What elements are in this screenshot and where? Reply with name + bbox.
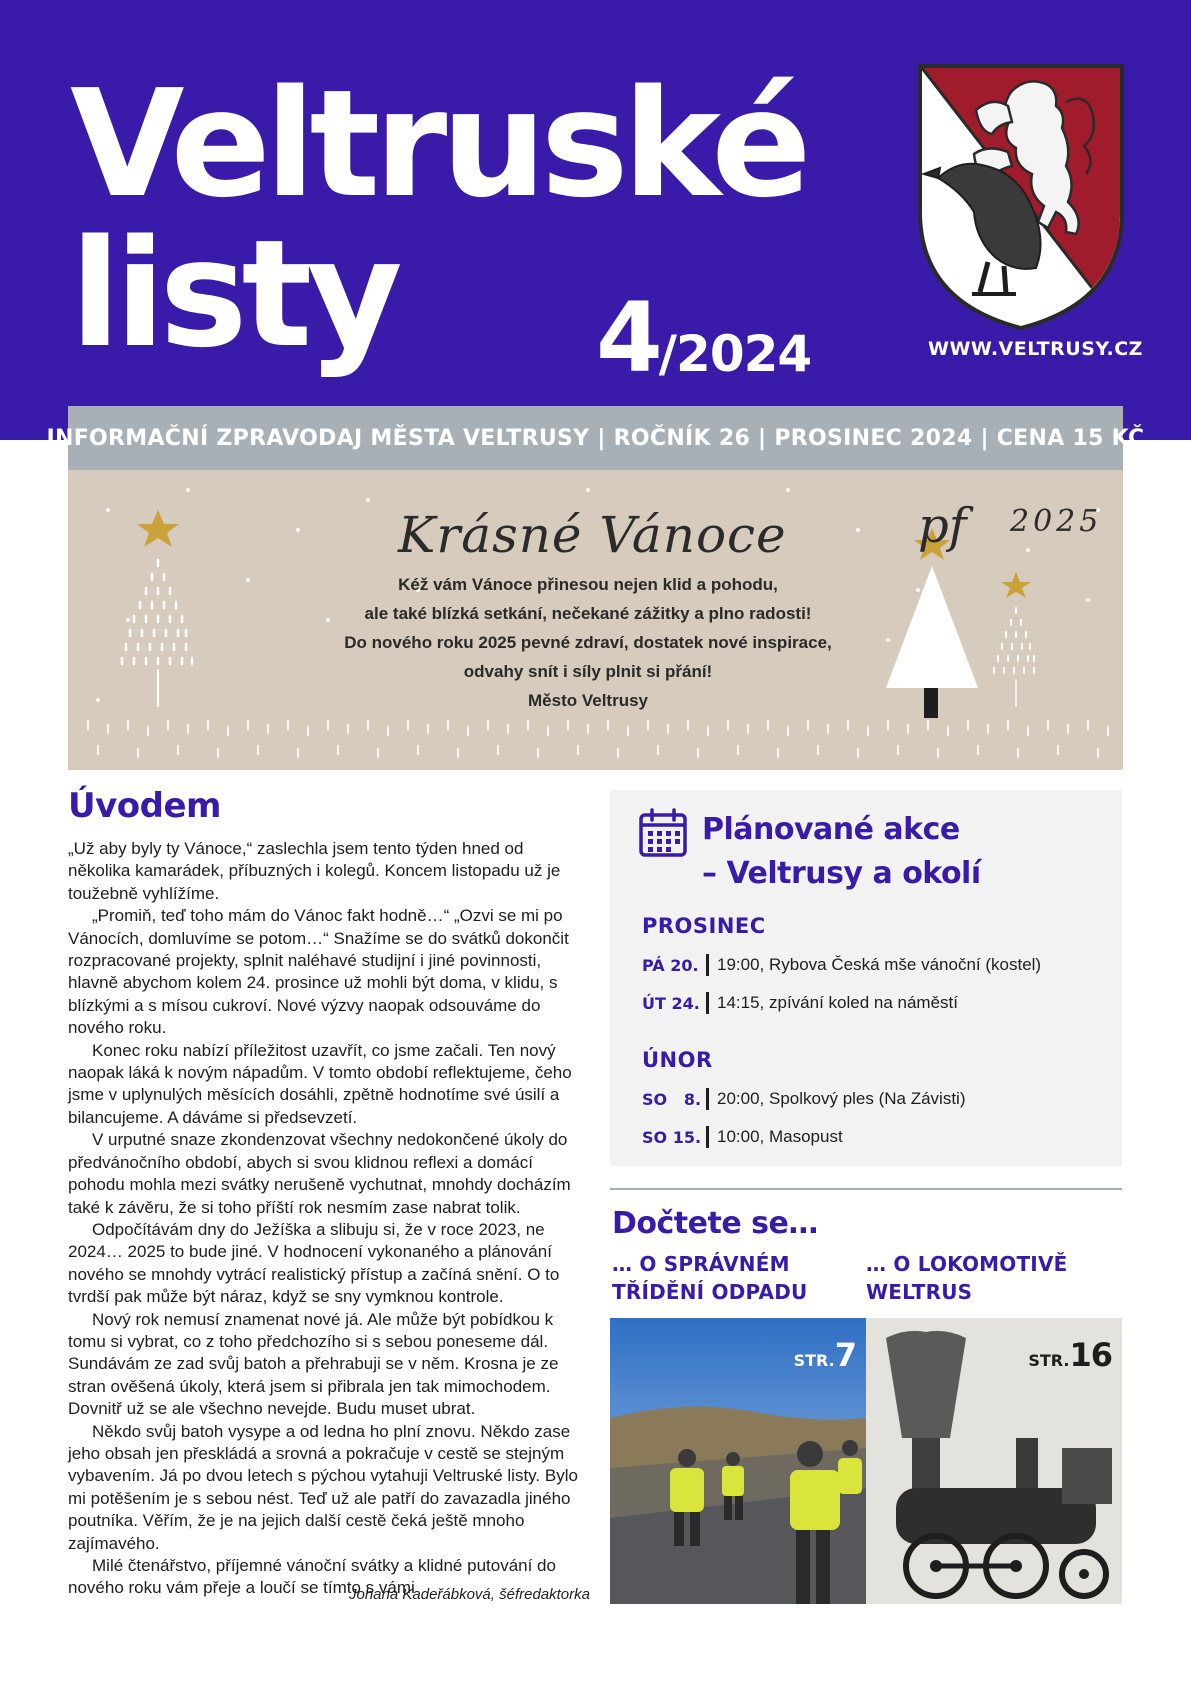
page-reference-label: STR. [793,1351,835,1370]
intro-paragraph: Někdo svůj batoh vysype a od ledna ho plní znovu. Někdo zase jeho obsah jen přeskládá a srovná a pokračuje v cestě se stejným vybavením. Já po dvou letech s pýchou vytahuji Veltruské listy. Bylo mi potěšením je s sebou nést. Teď už ale patří do zavazadla jiného poutníka. Věřím, že je na jejich další cestě čeká ještě mnoho zajímavého. [68,1421,578,1553]
event-day: ÚT 24. [642,993,700,1013]
event-separator [706,954,709,976]
page-reference [794,1336,856,1374]
info-bar: INFORMAČNÍ ZPRAVODAJ MĚSTA VELTRUSY | ROČNÍK 26 | PROSINEC 2024 | CENA 15 KČ [68,406,1123,470]
christmas-tree-icon [122,510,192,706]
events-box [610,790,1122,1166]
intro-paragraph: Odpočítávám dny do Ježíška a slibuju si, že v roce 2023, ne 2024… 2025 to bude jiné. V hodnocení vykonaného a plánování nového se mnohdy vytrácí realistický přístup a začíná snění. O to tvrdší pak může být náraz, když se sny vymknou kontrole. [68,1219,560,1307]
website-link[interactable]: WWW.VELTRUSY.CZ [928,338,1143,360]
intro-signature: Johana Kadeřábková, šéfredaktorka [349,1586,590,1603]
event-item [642,954,1112,976]
banner-line: Do nového roku 2025 pevné zdraví, dostatek nové inspirace, [344,633,832,652]
event-text: 10:00, Masopust [717,1127,843,1146]
read-more-line: WELTRUS [866,1280,973,1304]
banner-line: odvahy snít i síly plnit si přání! [463,662,713,681]
banner-line: Město Veltrusy [528,691,648,710]
month-heading: PROSINEC [642,914,766,938]
intro-heading: Úvodem [68,786,221,826]
issue-number-value: 4 [596,282,659,394]
title-line-1: Veltruské [70,58,806,230]
star-icon [137,510,179,547]
coat-of-arms-icon [916,62,1126,332]
intro-paragraph: Nový rok nemusí znamenat nové já. Ale může být pobídkou k tomu si vybrat, co z toho předchozího si s sebou poneseme dál. Sundávám ze zad svůj batoh a přehrabuji se v něm. Krosna je ze stran ověšená úkoly, která jsem si přibrala jen tak mimochodem. Dovnitř už se ale všechno nevejde. Budu muset ubrat. [68,1309,559,1419]
event-separator [706,1088,709,1110]
read-more-line: … O SPRÁVNÉM [612,1252,790,1276]
section-divider [610,1188,1122,1190]
page-reference-label: STR. [1028,1351,1070,1370]
event-separator [706,1126,709,1148]
banner-greeting [268,570,908,715]
read-more-line: … O LOKOMOTIVĚ [866,1252,1068,1276]
read-more-heading: Dočtete se… [612,1206,818,1241]
page-reference-number: 7 [834,1336,856,1374]
event-text: 20:00, Spolkový ples (Na Závisti) [717,1089,966,1108]
events-title [702,808,1102,896]
month-heading: ÚNOR [642,1048,713,1072]
christmas-tree-icon [994,572,1034,706]
intro-paragraph: V urputné snaze zkondenzovat všechny nedokončené úkoly do předvánočního období, abych si svou klidnou reflexi a domácí pohodu mohla mezi svátky nerušeně vychutnat, mnohdy docházím také k závěru, že si toho příští rok nesmím zase nabrat tolik. [68,1130,571,1217]
page-reference-number: 16 [1069,1336,1112,1374]
event-day: SO 8. [642,1089,702,1109]
banner-line: ale také blízká setkání, nečekané zážitky a plno radosti! [364,604,812,623]
event-item [642,992,1112,1014]
events-title-line: – Veltrusy a okolí [702,856,981,891]
banner-pf: pf [918,498,967,554]
photo-locomotive [866,1318,1122,1604]
intro-paragraph: Konec roku nabízí příležitost uzavřít, co jsme začali. Ten nový naopak láká k novým nápadům. V tomto období reflektujeme, čeho jsme v uplynulých měsících dosáhli, zpětně hodnotíme své úsilí a bilancujeme. A dáváme si předsevzetí. [68,1040,572,1127]
event-item [642,1088,1112,1110]
event-separator [706,992,709,1014]
calendar-icon [638,808,688,858]
intro-article [68,838,588,1600]
event-text: 14:15, zpívání koled na náměstí [717,993,958,1012]
event-item [642,1126,1112,1148]
event-day: SO 15. [642,1127,702,1147]
intro-paragraph: „Už aby byly ty Vánoce,“ zaslechla jsem tento týden hned od několika kamarádek, příbuzných i kolegů. Koncem listopadu už je toužebně vyhlížíme. [68,839,561,903]
read-more-item-locomotive[interactable] [866,1250,1106,1306]
issue-year: /2024 [658,325,812,383]
christmas-banner [68,470,1123,770]
banner-line: Kéž vám Vánoce přinesou nejen klid a pohodu, [398,575,778,594]
banner-script-title: Krásné Vánoce [398,506,787,564]
issue-number [596,282,812,394]
star-icon [1001,572,1031,598]
event-text: 19:00, Rybova Česká mše vánoční (kostel) [717,955,1042,974]
read-more-line: TŘÍDĚNÍ ODPADU [612,1280,808,1304]
intro-paragraph: „Promiň, teď toho mám do Vánoc fakt hodně…“ „Ozvi se mi po Vánocích, domluvíme se potom…“ Snažíme se do svátků dokončit rozpracované projekty, splnit naléhavé studijní i jiné povinnosti, hlavně abychom kolem 24. prosince už mohli být doma, v klidu, s blízkými a s mísou cukroví. Nové výzvy naopak odsouváme do nového roku. [68,906,569,1038]
photo-waste-sorting [610,1318,866,1604]
title-line-2: listy [70,208,397,380]
read-more-item-waste[interactable] [612,1250,852,1306]
banner-pf-year: 2025 [1010,504,1103,539]
masthead [0,0,1191,440]
page-reference [1028,1336,1112,1374]
intro-paragraph: Milé čtenářstvo, příjemné vánoční svátky a klidné putování do nového roku vám přeje a loučí se tímto s vámi [68,1556,556,1598]
events-title-line: Plánované akce [702,812,960,847]
event-day: PÁ 20. [642,955,699,975]
